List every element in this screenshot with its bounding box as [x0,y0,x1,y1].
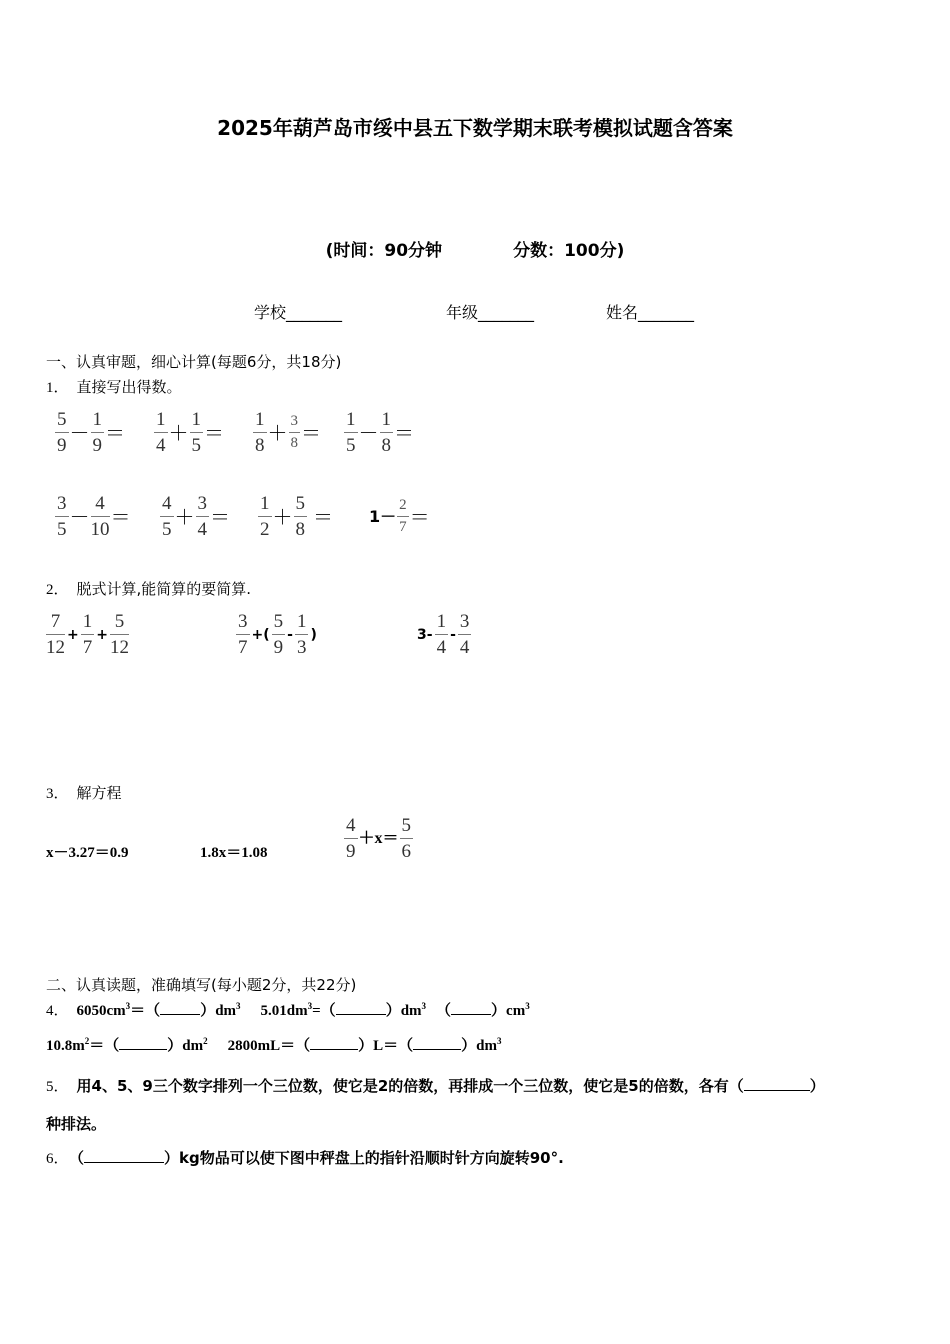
fraction: $\frac{1}{4}$ [436,611,447,658]
calc-expression: 3- $\frac{1}{4}$ - $\frac{3}{4}$ [417,611,470,658]
answer-blank[interactable] [84,1148,164,1163]
equation-1: x－3.27＝0.9 [46,845,129,861]
question-text: 用4、5、9三个数字排列一个三位数，使它是2的倍数，再排成一个三位数，使它是5的倍数，各有（ [76,1077,744,1095]
fraction: $\frac{1}{5}$ [346,409,356,456]
calc-item: $\frac{1}{8}$ ＋ $\frac{3}{8}$ ＝ [255,409,321,456]
fraction: $\frac{1}{3}$ [296,611,307,658]
question-4: 4． $6050cm^3=$（ ）$dm^3$ $5.01dm^3=$（ ）$dm^3$ （ ）$cm^3$ [46,1001,530,1019]
page-title: 2025年葫芦岛市绥中县五下数学期末联考模拟试题含答案 [217,116,733,140]
calc-item: $\frac{5}{9}$ － $\frac{1}{9}$ ＝ [57,409,125,456]
fraction: $\frac{5}{9}$ [57,409,67,456]
question-text: 直接写出得数。 [76,378,182,396]
fraction: $\frac{5}{12}$ [109,611,129,658]
total-score: 分数：100分) [513,241,625,261]
question-2 [46,578,251,599]
fraction: $\frac{2}{7}$ [399,497,407,535]
school-field[interactable]: 学校_______ [254,303,343,322]
calc-item: 1－ $\frac{2}{7}$ ＝ [369,497,430,535]
question-6: 6． （ ）kg物品可以使下图中秤盘上的指针沿顺时针方向旋转90°. [46,1149,564,1167]
question-text: 解方程 [76,784,122,802]
fraction: $\frac{1}{7}$ [82,611,93,658]
calc-item: $\frac{1}{2}$ ＋ $\frac{5}{8}$ ＝ [260,493,333,540]
calc-item: $\frac{4}{5}$ ＋ $\frac{3}{4}$ ＝ [162,493,230,540]
question-5-cont: 种排法。 [46,1115,107,1133]
fraction: $\frac{5}{8}$ [295,493,305,540]
equation-2: 1.8x＝1.08 [200,845,268,861]
question-number: 3． [46,786,69,802]
exam-meta [0,236,950,261]
calc-item: $\frac{1}{5}$ － $\frac{1}{8}$ ＝ [346,409,414,456]
section1-heading: 一、认真审题，细心计算(每题6分，共18分) [46,353,342,371]
fraction: $\frac{7}{12}$ [46,611,65,658]
calc-expression: $\frac{7}{12}$ + $\frac{1}{7}$ + $\frac{5}{12}$ [46,611,129,658]
calc-item: $\frac{3}{5}$ － $\frac{4}{10}$ ＝ [57,493,131,540]
section2-heading: 二、认真读题，准确填写(每小题2分，共22分) [46,976,357,994]
fraction: $\frac{3}{4}$ [197,493,207,540]
question-3 [46,782,122,803]
calc-item: $\frac{1}{4}$ ＋ $\frac{1}{5}$ ＝ [156,409,224,456]
name-field[interactable]: 姓名_______ [606,303,695,322]
answer-blank[interactable] [160,1000,200,1015]
question-number: 5． [46,1079,69,1095]
answer-blank[interactable] [744,1076,810,1091]
fraction: $\frac{3}{5}$ [57,493,67,540]
time-limit: (时间：90分钟 [325,241,443,261]
fraction: $\frac{1}{5}$ [191,409,201,456]
answer-blank[interactable] [336,1000,386,1015]
fraction: $\frac{3}{4}$ [459,611,470,658]
question-4-line2: $10.8m^2=$（ ）$dm^2$ 2800mL＝（ ）L＝（ ）$dm^3$ [46,1036,502,1054]
question-text: 脱式计算,能简算的要简算. [76,580,252,598]
fraction: $\frac{4}{9}$ [346,815,356,862]
answer-blank[interactable] [413,1035,461,1050]
question-5: 5． 用4、5、9三个数字排列一个三位数，使它是2的倍数，再排成一个三位数，使它是5的倍数，各有（ ） [46,1077,825,1095]
fraction: $\frac{3}{8}$ [290,413,298,451]
fraction: $\frac{1}{8}$ [381,409,391,456]
fraction: $\frac{1}{9}$ [92,409,102,456]
grade-field[interactable]: 年级_______ [446,303,535,322]
fraction: $\frac{4}{5}$ [162,493,172,540]
question-text: ）kg物品可以使下图中秤盘上的指针沿顺时针方向旋转90°. [164,1149,564,1167]
answer-blank[interactable] [119,1035,167,1050]
fraction: $\frac{5}{6}$ [401,815,412,862]
fraction: $\frac{1}{2}$ [260,493,270,540]
equation-3: $\frac{4}{9}$ ＋x＝ $\frac{5}{6}$ [346,815,412,862]
answer-blank[interactable] [451,1000,491,1015]
calc-expression: $\frac{3}{7}$ +( $\frac{5}{9}$ - $\frac{1}{3}$ ) [238,611,317,658]
question-number: 6． [46,1151,69,1167]
fraction: $\frac{3}{7}$ [238,611,248,658]
fraction: $\frac{1}{4}$ [156,409,166,456]
fraction: $\frac{1}{8}$ [255,409,265,456]
fraction: $\frac{4}{10}$ [90,493,110,540]
question-number: 1． [46,380,69,396]
fraction: $\frac{5}{9}$ [273,611,284,658]
answer-blank[interactable] [310,1035,358,1050]
question-number: 4． [46,1003,69,1019]
question-number: 2． [46,582,69,598]
question-1 [46,376,182,397]
